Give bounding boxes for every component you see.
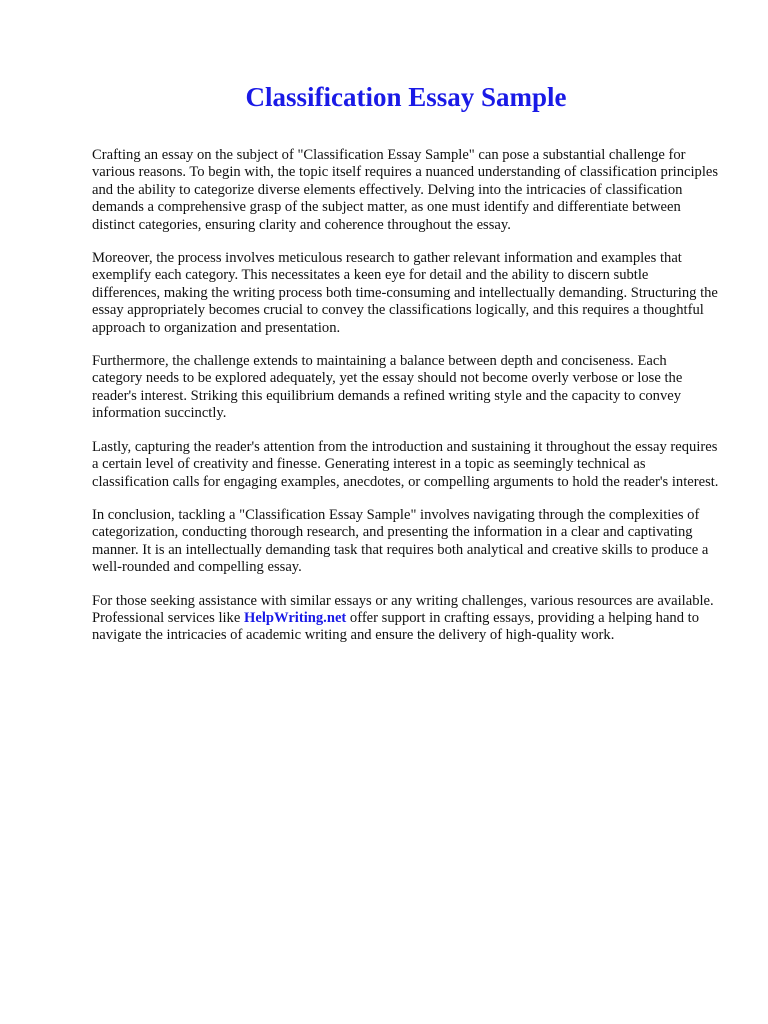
paragraph-research: Moreover, the process involves meticulous research to gather relevant information and examples that exemplify each category. This necessitates a keen eye for detail and the ability to discern subtle differences, making the writing process both time-consuming and intellectually demanding. Structuring the essay appropriately becomes crucial to convey the classifications logically, and this requires a thoughtful approach to organization and presentation.	[92, 250, 718, 336]
document-body	[92, 147, 720, 661]
paragraph-conclusion: In conclusion, tackling a "Classification Essay Sample" involves navigating through the complexities of categorization, conducting thorough research, and presenting the information in a clear and captivating manner. It is an intellectually demanding task that requires both analytical and creative skills to produce a well-rounded and compelling essay.	[92, 506, 709, 576]
helpwriting-link[interactable]: HelpWriting.net	[243, 609, 347, 626]
assistance-text-after: offer support in crafting essays, providing a helping hand to navigate the intricacies of academic writing and ensure the delivery of high-quality work.	[92, 609, 700, 644]
document-title: Classification Essay Sample	[245, 82, 567, 112]
assistance-text-before: For those seeking assistance with similar essays or any writing challenges, various resources are available. Professional services like	[92, 592, 714, 626]
paragraph-assistance	[92, 593, 720, 645]
paragraph-attention: Lastly, capturing the reader's attention from the introduction and sustaining it throughout the essay requires a certain level of creativity and finesse. Generating interest in a topic as seemingly technical as classification calls for engaging examples, anecdotes, or compelling arguments to hold the reader's interest.	[92, 438, 719, 490]
paragraph-balance: Furthermore, the challenge extends to maintaining a balance between depth and conciseness. Each category needs to be explored adequately, yet the essay should not become overly verbose or lose the reader's interest. Striking this equilibrium demands a refined writing style and the capacity to convey information succinctly.	[92, 353, 683, 422]
paragraph-intro: Crafting an essay on the subject of "Classification Essay Sample" can pose a substantial challenge for various reasons. To begin with, the topic itself requires a nuanced understanding of classification principles and the ability to categorize diverse elements effectively. Delving into the intricacies of classification demands a comprehensive grasp of the subject matter, as one must identify and differentiate between distinct categories, ensuring clarity and coherence throughout the essay.	[92, 147, 719, 233]
